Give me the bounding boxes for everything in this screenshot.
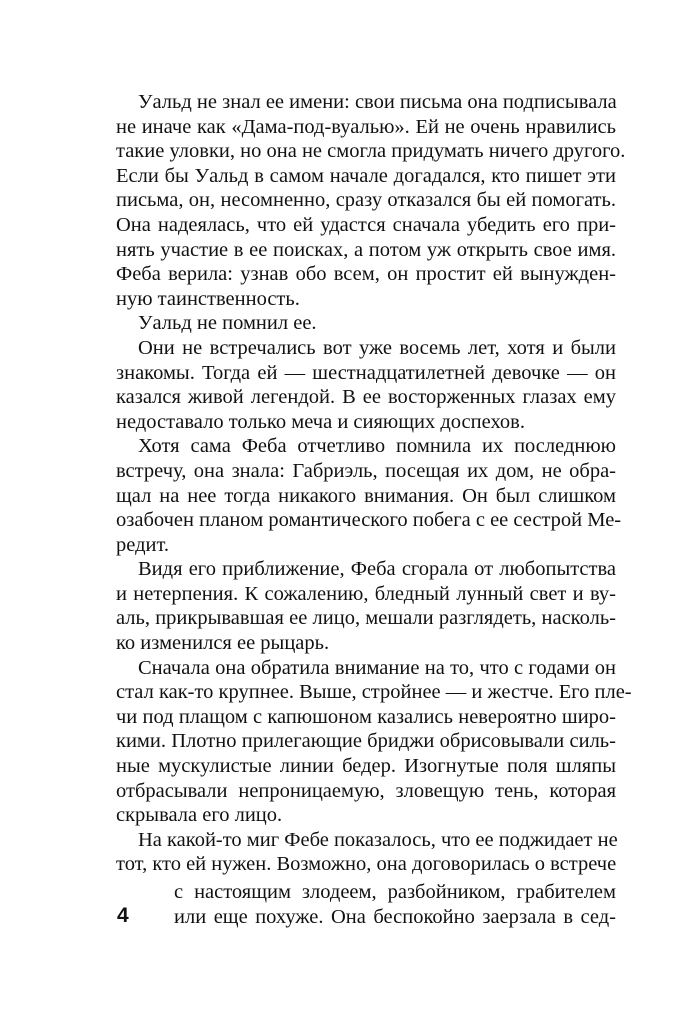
text-line: или еще похуже. Она беспокойно заерзала в сед- bbox=[174, 905, 616, 928]
text-line: щал на нее тогда никакого внимания. Он был слишком bbox=[116, 484, 616, 507]
text-line: такие уловки, но она не смогла придумать ничего другого. bbox=[116, 140, 626, 163]
text-line: встречу, она знала: Габриэль, посещая их дом, не обра- bbox=[116, 459, 616, 482]
text-line: стал как-то крупнее. Выше, стройнее — и жестче. Его пле- bbox=[116, 681, 632, 704]
text-line: письма, он, несомненно, сразу отказался бы ей помогать. bbox=[116, 189, 616, 212]
text-line: Она надеялась, что ей удастся сначала убедить его при- bbox=[116, 213, 616, 236]
body-text-continuation bbox=[116, 880, 616, 929]
page-number: 4 bbox=[117, 904, 129, 927]
text-line: озабочен планом романтического побега с ее сестрой Ме- bbox=[116, 509, 622, 532]
paragraph bbox=[116, 434, 622, 557]
text-line: скрывала его лицо. bbox=[116, 804, 283, 827]
text-line: не иначе как «Дама-под-вуалью». Ей не очень нравились bbox=[116, 115, 616, 138]
paragraph bbox=[116, 656, 632, 828]
text-line: тот, кто ей нужен. Возможно, она договорилась о встрече bbox=[116, 853, 617, 876]
text-line: аль, прикрывавшая ее лицо, мешали разглядеть, насколь- bbox=[116, 607, 616, 630]
text-line: Хотя сама Феба отчетливо помнила их последнюю bbox=[138, 435, 616, 458]
paragraph bbox=[116, 311, 616, 336]
paragraph bbox=[116, 557, 616, 655]
text-line: отбрасывали непроницаемую, зловещую тень, которая bbox=[116, 779, 616, 802]
text-line: редит. bbox=[116, 533, 170, 556]
paragraph bbox=[116, 828, 616, 877]
text-line: Видя его приближение, Феба сгорала от любопытства bbox=[138, 558, 616, 581]
text-line: Феба верила: узнав обо всем, он простит ей вынужден- bbox=[116, 263, 616, 286]
text-line: Они не встречались вот уже восемь лет, хотя и были bbox=[138, 336, 616, 359]
text-line: нять участие в ее поисках, а потом уж открыть свое имя. bbox=[116, 238, 616, 261]
text-line: На какой-то миг Фебе показалось, что ее поджидает не bbox=[138, 828, 618, 851]
paragraph bbox=[116, 336, 616, 434]
text-line: ную таинственность. bbox=[116, 287, 300, 310]
text-line: Уальд не знал ее имени: свои письма она подписывала bbox=[138, 91, 617, 113]
text-line: Сначала она обратила внимание на то, что с годами он bbox=[138, 656, 616, 679]
body-text bbox=[116, 90, 632, 877]
text-line: Уальд не помнил ее. bbox=[138, 312, 317, 335]
text-line: Если бы Уальд в самом начале догадался, кто пишет эти bbox=[116, 164, 616, 187]
text-line: ко изменился ее рыцарь. bbox=[116, 632, 330, 655]
text-line: недоставало только меча и сияющих доспехов. bbox=[116, 410, 525, 433]
text-line: и нетерпения. К сожалению, бледный лунный свет и ву- bbox=[116, 582, 616, 605]
text-line: знакомы. Тогда ей — шестнадцатилетней девочке — он bbox=[116, 361, 616, 384]
text-line: ные мускулистые линии бедер. Изогнутые поля шляпы bbox=[116, 755, 616, 778]
text-line: кими. Плотно прилегающие бриджи обрисовывали силь- bbox=[116, 730, 616, 753]
text-line: с настоящим злодеем, разбойником, грабителем bbox=[174, 881, 616, 903]
text-line: чи под плащом с капюшоном казались невероятно широ- bbox=[116, 705, 616, 728]
text-line: казался живой легендой. В ее восторженных глазах ему bbox=[116, 386, 616, 409]
paragraph bbox=[116, 90, 626, 311]
